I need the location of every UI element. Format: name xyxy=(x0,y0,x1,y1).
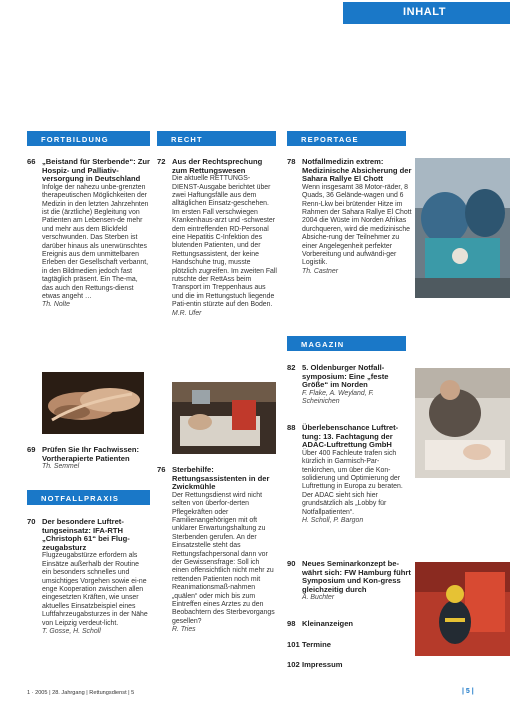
article-title: Überlebenschance Luftret-tung: 13. Fachtagung der ADAC-Luftrettung GmbH xyxy=(302,423,399,450)
article-author: A. Buchter xyxy=(302,594,335,602)
section-reportage: REPORTAGE xyxy=(287,131,406,146)
article-76[interactable] xyxy=(157,466,277,635)
article-page-number: 101 xyxy=(287,640,300,649)
article-title: Kleinanzeigen xyxy=(302,619,354,628)
article-title: Termine xyxy=(302,640,331,649)
article-author: R. Tries xyxy=(172,626,196,634)
photo-resuscitation-training xyxy=(415,368,510,478)
article-page-number: 69 xyxy=(27,445,36,454)
section-fortbildung: FORTBILDUNG xyxy=(27,131,150,146)
header-band xyxy=(343,2,510,24)
article-page-number: 82 xyxy=(287,363,296,372)
photo-rallye-medics xyxy=(415,158,510,298)
article-teaser: Infolge der nahezu unbe-grenzten therapeutischen Möglichkeiten der Medizin in den letzten Jahrzehnten ist die (ärztliche) Begleitung von Patienten am Lebensen-de mehr und mehr aus dem Blickfeld verschwunden. Das Sterben ist darüber hinaus als unerwünschtes Ereignis aus dem unmittelbaren Erleben der Gesellschaft verbannt, in den Bildmedien jedoch fast tagtäglich präsent. Ein The-ma, das auch den Rettungs-dienst etwas angeht … xyxy=(42,183,149,301)
article-98[interactable] xyxy=(287,620,412,629)
article-78[interactable] xyxy=(287,158,412,276)
article-102[interactable] xyxy=(287,661,412,670)
article-88[interactable] xyxy=(287,424,412,525)
article-teaser: Die aktuelle RETTUNGS-DIENST-Ausgabe berichtet über zwei Haftungsfälle aus dem alltäglichen Einsatz-geschehen. Im ersten Fall verschwiegen Krankenhaus-arzt und -schwester dem eintreffenden RD-Personal eine Hepatitis C-Infektion des blutenden Patienten, und der Rettungsassistent, der keine Handschuhe trug, musste plötzlich zugreifen. Im zweiten Fall rutschte der RettAss beim Transport im Treppenhaus aus und die im Rettungstuch liegende Pati-entin stürzte auf den Boden. xyxy=(172,175,277,309)
article-author: T. Gosse, H. Scholl xyxy=(42,628,101,636)
article-page-number: 76 xyxy=(157,465,166,474)
article-page-number: 98 xyxy=(287,619,296,628)
article-page-number: 72 xyxy=(157,157,166,166)
article-page-number: 66 xyxy=(27,157,36,166)
article-page-number: 102 xyxy=(287,660,300,669)
header-label: INHALT xyxy=(403,6,447,18)
article-teaser: Der Rettungsdienst wird nicht selten von überfor-derten Pflegekräften oder Familienangehörigen mit oft unklarer Erwartungshaltung zu Sterbenden gerufen. An der Einsatzstelle steht das Rettungsfachpersonal dann vor der Gewissensfrage: Soll ich einen offensichtlich nicht mehr zu rettenden Patienten noch mit Reanimationsmaß-nahmen „quälen“ oder mich bis zum Eintreffen eines Arztes zu den Beobachtern des Sterbevorgangs gesellen? xyxy=(172,491,275,625)
photo-firefighter xyxy=(415,562,510,656)
article-author: H. Scholl, P. Bargon xyxy=(302,517,364,525)
article-teaser: Flugzeugabstürze erfordern als Einsätze außerhalb der Routine ein besonders schnelles und umsichtiges Vorgehen sowie ei-ne enge Kooperation zwischen allen eingesetzten Kräften, wie unser aktuelles Einsatzbeispiel eines Luftfahrzeugabsturzes in der Nähe von Leipzig verdeut-licht. xyxy=(42,552,148,627)
article-page-number: 90 xyxy=(287,559,296,568)
article-title: Neues Seminarkonzept be-währt sich: FW Hamburg führt Symposium und Kon-gress gleichzeitig durch xyxy=(302,559,411,594)
article-author: Th. Semmel xyxy=(42,463,80,471)
article-title: Impressum xyxy=(302,660,343,669)
article-author: M.R. Ufer xyxy=(172,309,202,317)
section-magazin: MAGAZIN xyxy=(287,336,406,351)
section-recht: RECHT xyxy=(157,131,276,146)
article-title: Sterbehilfe: Rettungsassistenten in der Zwickmühle xyxy=(172,465,270,492)
article-101[interactable] xyxy=(287,641,412,650)
photo-hands xyxy=(42,372,144,434)
article-title: 5. Oldenburger Notfall-symposium: Eine „feste Größe“ im Norden xyxy=(302,363,389,390)
article-title: Aus der Rechtsprechung zum Rettungswesen xyxy=(172,157,263,175)
article-66[interactable] xyxy=(27,158,150,310)
article-author: Th. Nolte xyxy=(42,301,70,309)
article-teaser: Über 400 Fachleute trafen sich kürzlich in Garmisch-Par-tenkirchen, um über die Kon-solidierung und Optimierung der Luftrettung in Europa zu beraten. Der ADAC sieht sich hier grundsätzlich als „Lobby für Notfallpatienten“. xyxy=(302,449,403,516)
article-title: Prüfen Sie Ihr Fachwissen: Vortherapierte Patienten xyxy=(42,445,140,463)
article-72[interactable] xyxy=(157,158,277,318)
photo-deathbed xyxy=(172,382,276,454)
article-69[interactable] xyxy=(27,446,150,472)
section-notfallpraxis: NOTFALLPRAXIS xyxy=(27,490,150,505)
article-page-number: 78 xyxy=(287,157,296,166)
page-number: | 5 | xyxy=(462,688,474,695)
article-page-number: 88 xyxy=(287,423,296,432)
article-title: Notfallmedizin extrem: Medizinische Absicherung der Sahara Rallye El Chott xyxy=(302,157,412,184)
article-page-number: 70 xyxy=(27,517,36,526)
article-90[interactable] xyxy=(287,560,412,603)
article-title: „Beistand für Sterbende“: Zur Hospiz- und Palliativ-versorgung in Deutschland xyxy=(42,157,151,184)
article-teaser: Wenn insgesamt 38 Motor-räder, 8 Quads, 36 Gelände-wagen und 6 Renn-Lkw bei brütender Hitze im Rahmen der Sahara Rallye El Chott 2004 die Wüste im Norden Afrikas durchqueren, wird die medizinische Absiche-rung der Teilnehmer zu einer Angelegenheit perfekter Vorbereitung und aufwändi-ger Logistik. xyxy=(302,183,412,267)
article-author: F. Flake, A. Weyland, F. Scheinichen xyxy=(302,389,374,406)
article-title: Der besondere Luftret-tungseinsatz: IFA-RTH „Christoph 61“ bei Flug-zeugabsturz xyxy=(42,517,130,552)
article-author: Th. Castner xyxy=(302,267,338,275)
article-82[interactable] xyxy=(287,364,412,407)
footer-issue-info: 1 · 2005 | 28. Jahrgang | Rettungsdienst | 5 xyxy=(27,690,135,696)
article-70[interactable] xyxy=(27,518,150,636)
